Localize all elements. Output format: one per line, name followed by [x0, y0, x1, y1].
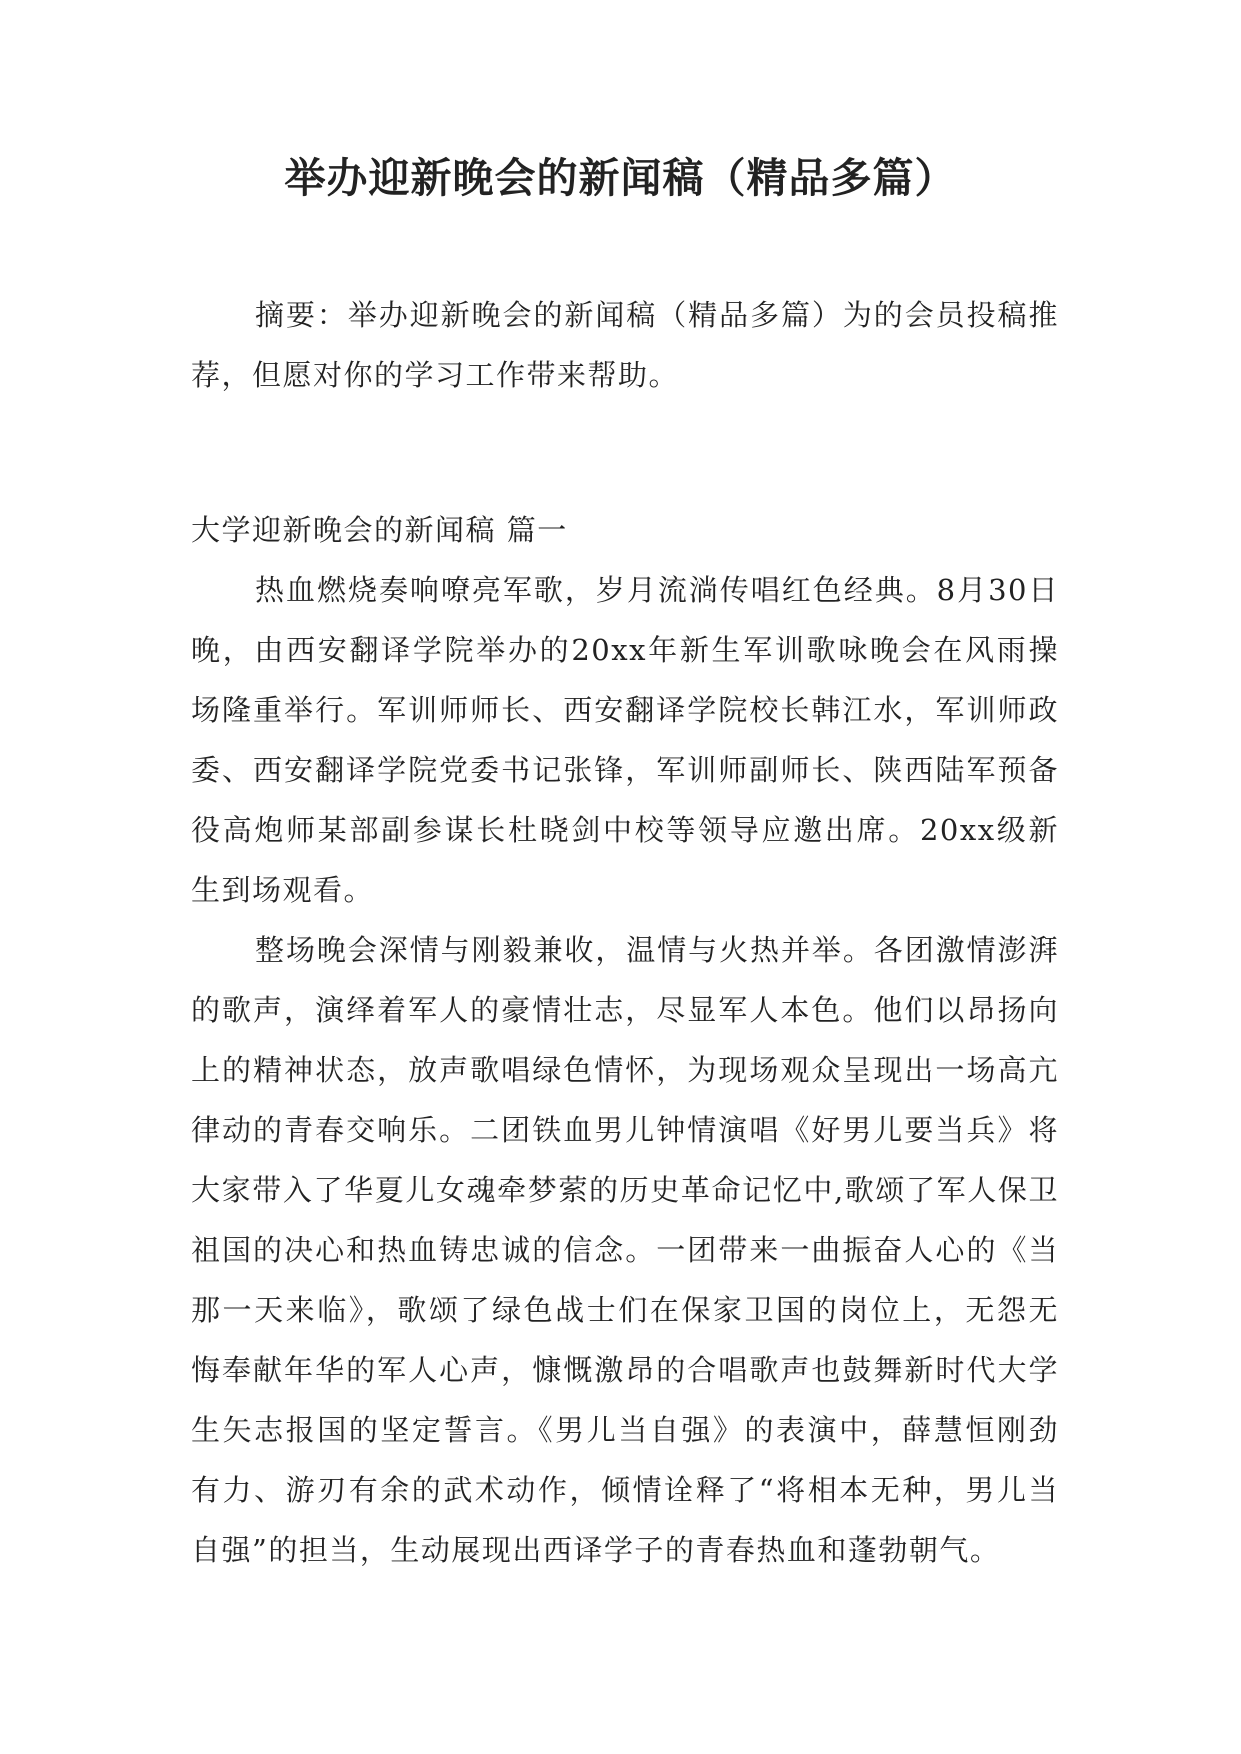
document-body	[191, 285, 1059, 1580]
document-title: 举办迎新晚会的新闻稿（精品多篇）	[284, 154, 957, 202]
abstract-paragraph: 摘要：举办迎新晚会的新闻稿（精品多篇）为的会员投稿推荐，但愿对你的学习工作带来帮助。	[191, 298, 1059, 392]
section-heading: 大学迎新晚会的新闻稿 篇一	[191, 513, 568, 547]
body-paragraph-2: 整场晚会深情与刚毅兼收，温情与火热并举。各团激情澎湃的歌声，演绎着军人的豪情壮志，尽显军人本色。他们以昂扬向上的精神状态，放声歌唱绿色情怀，为现场观众呈现出一场高亢律动的青春交响乐。二团铁血男儿钟情演唱《好男儿要当兵》将大家带入了华夏儿女魂牵梦萦的历史革命记忆中,歌颂了军人保卫祖国的决心和热血铸忠诚的信念。一团带来一曲振奋人心的《当那一天来临》，歌颂了绿色战士们在保家卫国的岗位上，无怨无悔奉献年华的军人心声，慷慨激昂的合唱歌声也鼓舞新时代大学生矢志报国的坚定誓言。《男儿当自强》的表演中，薛慧恒刚劲有力、游刃有余的武术动作，倾情诠释了“将相本无种，男儿当自强”的担当，生动展现出西译学子的青春热血和蓬勃朝气。	[191, 933, 1059, 1567]
section-1	[191, 500, 1059, 1580]
body-paragraph-1: 热血燃烧奏响嘹亮军歌，岁月流淌传唱红色经典。8月30日晚，由西安翻译学院举办的20xx年新生军训歌咏晚会在风雨操场隆重举行。军训师师长、西安翻译学院校长韩江水，军训师政委、西安翻译学院党委书记张锋，军训师副师长、陕西陆军预备役高炮师某部副参谋长杜晓剑中校等领导应邀出席。20xx级新生到场观看。	[191, 573, 1059, 907]
